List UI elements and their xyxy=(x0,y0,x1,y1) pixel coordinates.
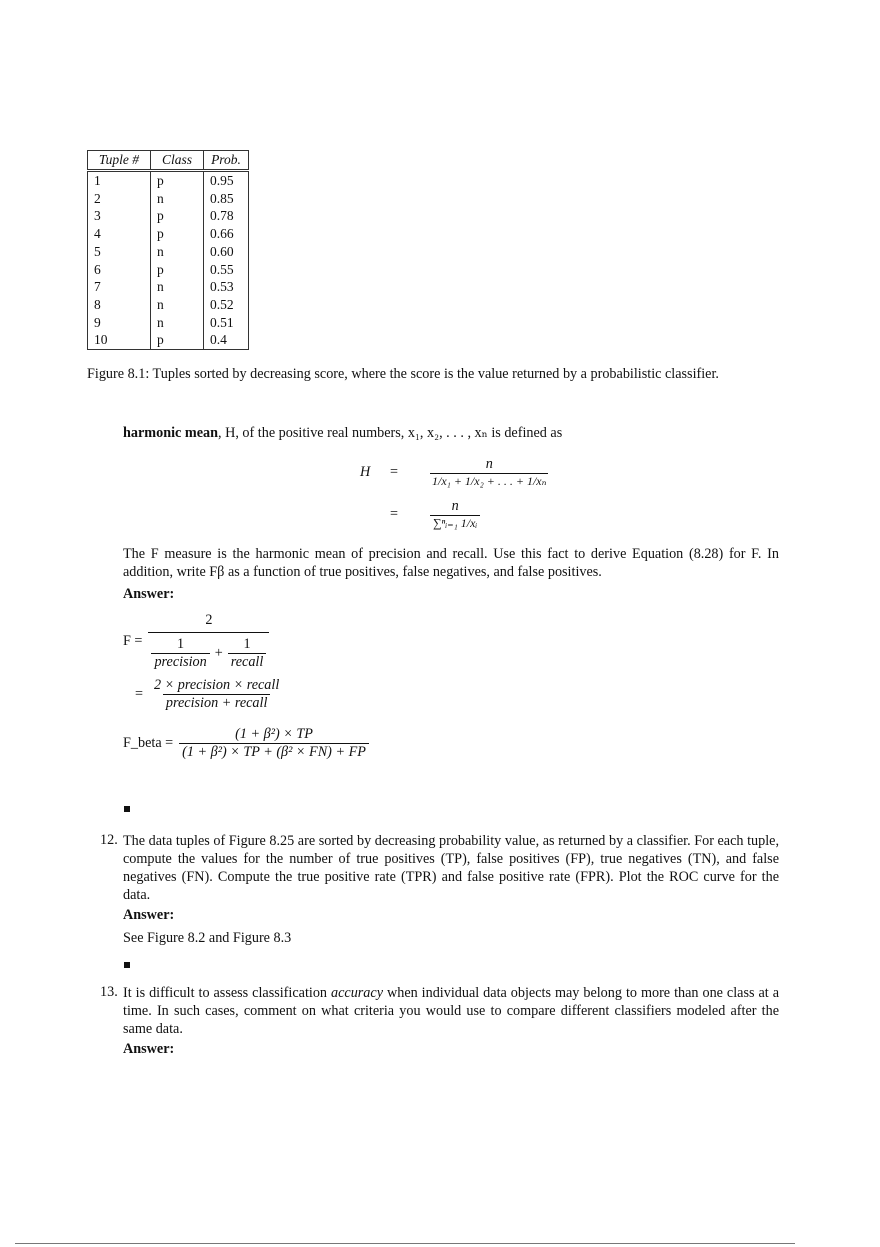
col-header-tuple: Tuple # xyxy=(88,151,151,171)
fbeta-frac xyxy=(179,726,369,761)
table-row xyxy=(88,331,249,349)
eq-H: H xyxy=(360,463,371,480)
class-cell: p xyxy=(151,261,204,279)
tuple-cell: 5 xyxy=(88,243,151,261)
harmonic-term: harmonic mean xyxy=(123,425,218,441)
qed-square-icon xyxy=(124,806,130,812)
class-cell: n xyxy=(151,243,204,261)
f-eq: = xyxy=(135,686,144,702)
q12-answer-label: Answer: xyxy=(123,907,175,923)
q12-text: The data tuples of Figure 8.25 are sorted by decreasing probability value, as returned by a classifier. For each tuple, compute the values for the number of true positives (TP), false positives (FP), true negatives (TN), and false negatives (FN). Compute the true positive rate (TPR) and false positive rate (FPR). Plot the ROC curve for the data. xyxy=(123,833,779,903)
table-row xyxy=(88,171,249,190)
prob-cell: 0.95 xyxy=(204,171,249,190)
numerator: (1 + β²) × TP xyxy=(235,726,313,742)
question-text: The F measure is the harmonic mean of precision and recall. Use this fact to derive Equation (8.28) for F. In addition, write Fβ as a function of true positives, false negatives, and false positives. xyxy=(123,546,779,580)
q13-number: 13. xyxy=(100,984,118,1000)
q13-text-before: It is difficult to assess classification xyxy=(123,985,331,1001)
col-header-class: Class xyxy=(151,151,204,171)
q13-text-em: accuracy xyxy=(331,985,383,1001)
table-row xyxy=(88,296,249,314)
tuple-cell: 7 xyxy=(88,278,151,296)
prob-cell: 0.55 xyxy=(204,261,249,279)
tuple-cell: 6 xyxy=(88,261,151,279)
plus: + xyxy=(214,645,223,661)
class-cell: p xyxy=(151,207,204,225)
q13-answer-label: Answer: xyxy=(123,1041,175,1057)
qed-square-icon xyxy=(124,962,130,968)
answer-label: Answer: xyxy=(123,586,175,602)
prob-cell: 0.60 xyxy=(204,243,249,261)
q12-answer: See Figure 8.2 and Figure 8.3 xyxy=(123,930,292,946)
denominator: ∑ⁿᵢ₌₁ 1/xᵢ xyxy=(430,515,480,531)
table-row xyxy=(88,190,249,208)
prob-cell: 0.85 xyxy=(204,190,249,208)
denominator: 1/x₁ + 1/x₂ + . . . + 1/xₙ xyxy=(432,473,547,488)
f-denominator xyxy=(148,632,269,671)
figure-caption: Figure 8.1: Tuples sorted by decreasing score, where the score is the value returned by a probabilistic classifier. xyxy=(87,366,719,382)
one: 1 xyxy=(243,636,251,652)
harmonic-frac-2 xyxy=(430,498,480,531)
tuple-cell: 3 xyxy=(88,207,151,225)
tuple-cell: 10 xyxy=(88,331,151,349)
numerator: 2 × precision × recall xyxy=(154,677,280,693)
harmonic-intro xyxy=(123,424,779,442)
q12-number: 12. xyxy=(100,832,118,848)
one: 1 xyxy=(177,636,185,652)
class-cell: p xyxy=(151,331,204,349)
table-row xyxy=(88,207,249,225)
q13-text-after: when individual data objects may belong to more than one class at a time. In such cases, comment on what criteria you would use to compare different classifiers modeled after the same data. xyxy=(123,985,779,1037)
eq-sign: = xyxy=(390,463,399,480)
class-cell: p xyxy=(151,225,204,243)
q13-text xyxy=(123,984,779,1038)
eq-sign-2: = xyxy=(390,505,399,522)
f-frac-2 xyxy=(151,677,282,712)
f-frac xyxy=(148,612,269,671)
tuple-cell: 8 xyxy=(88,296,151,314)
harmonic-intro-rest: , H, of the positive real numbers, x₁, x₂, . . . , xₙ is defined as xyxy=(217,425,563,441)
denominator: precision + recall xyxy=(163,694,271,712)
tuple-cell: 1 xyxy=(88,171,151,190)
prob-cell: 0.51 xyxy=(204,314,249,332)
table-row xyxy=(88,314,249,332)
tuple-table xyxy=(87,150,249,350)
class-cell: n xyxy=(151,314,204,332)
prob-cell: 0.66 xyxy=(204,225,249,243)
prob-cell: 0.52 xyxy=(204,296,249,314)
table-row xyxy=(88,225,249,243)
numerator: n xyxy=(451,497,459,514)
footer-rule xyxy=(15,1243,795,1244)
numerator: n xyxy=(485,455,493,472)
fbeta-formula xyxy=(123,726,369,761)
table-row xyxy=(88,261,249,279)
class-cell: p xyxy=(151,171,204,190)
class-cell: n xyxy=(151,296,204,314)
harmonic-equation xyxy=(360,450,548,536)
prob-cell: 0.4 xyxy=(204,331,249,349)
harmonic-frac-1 xyxy=(430,456,548,489)
tuple-cell: 9 xyxy=(88,314,151,332)
denominator: (1 + β²) × TP + (β² × FN) + FP xyxy=(179,743,369,761)
precision: precision xyxy=(151,653,209,671)
fbeta-lhs: F_beta = xyxy=(123,735,174,751)
prob-cell: 0.78 xyxy=(204,207,249,225)
table-row xyxy=(88,243,249,261)
f-formula xyxy=(123,612,282,712)
class-cell: n xyxy=(151,190,204,208)
prob-cell: 0.53 xyxy=(204,278,249,296)
col-header-prob: Prob. xyxy=(204,151,249,171)
f-numerator: 2 xyxy=(205,612,213,628)
f-lhs: F = xyxy=(123,633,143,649)
class-cell: n xyxy=(151,278,204,296)
tuple-cell: 2 xyxy=(88,190,151,208)
recall: recall xyxy=(228,653,267,671)
tuple-cell: 4 xyxy=(88,225,151,243)
table-row xyxy=(88,278,249,296)
